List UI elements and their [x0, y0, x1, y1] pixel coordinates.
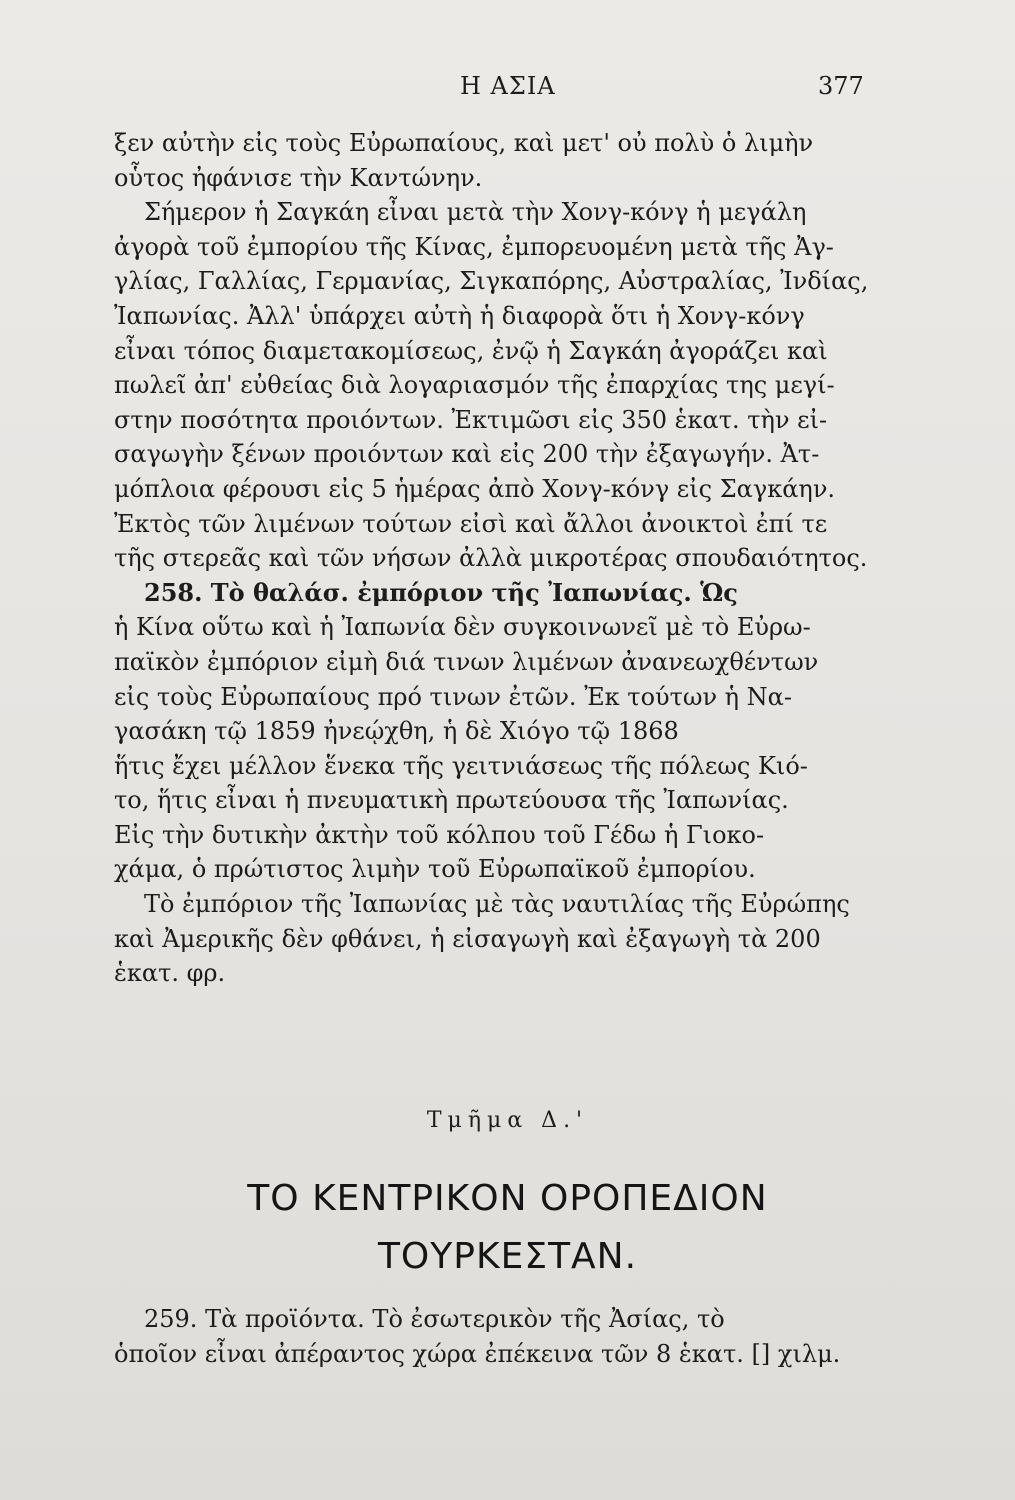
text-line: σαγωγὴν ξένων προιόντων καὶ εἰς 200 τὴν ἐξαγωγήν. Ἀτ-: [114, 440, 820, 469]
text-line: ἑκατ. φρ.: [114, 959, 226, 988]
section-258-heading-line: 258. Τὸ θαλάσ. ἐμπόριον τῆς Ἰαπωνίας. Ὡς: [144, 577, 738, 607]
text-line: ἡ Κίνα οὕτω καὶ ἡ Ἰαπωνία δὲν συγκοινωνεῖ μὲ τὸ Εὐρω-: [114, 613, 811, 642]
text-line: χάμα, ὁ πρώτιστος λιμὴν τοῦ Εὐρωπαϊκοῦ ἐμπορίου.: [114, 855, 756, 884]
section-title-line: ΤΟΥΡΚΕΣΤΑΝ.: [377, 1236, 638, 1277]
section-title: [0, 1170, 1015, 1286]
text-line: ἥτις ἔχει μέλλον ἕνεκα τῆς γειτνιάσεως τῆς πόλεως Κιό-: [114, 751, 808, 780]
text-line: ὁποῖον εἶναι ἀπέραντος χώρα ἐπέκεινα τῶν 8 ἑκατ. [] χιλμ.: [114, 1339, 841, 1368]
text-line: ἀγορὰ τοῦ ἐμπορίου τῆς Κίνας, ἐμπορευομένη μετὰ τῆς Ἀγ-: [114, 232, 834, 261]
text-line: Ἐκτὸς τῶν λιμένων τούτων εἰσὶ καὶ ἄλλοι ἀνοικτοὶ ἐπί τε: [114, 509, 828, 538]
page-number: 377: [818, 72, 864, 100]
text-line: Σήμερον ἡ Σαγκάη εἶναι μετὰ τὴν Χονγ-κόνγ ἡ μεγάλη: [144, 198, 807, 227]
text-line: το, ἥτις εἶναι ἡ πνευματικὴ πρωτεύουσα τῆς Ἰαπωνίας.: [114, 786, 789, 815]
text-line: Εἰς τὴν δυτικὴν ἀκτὴν τοῦ κόλπου τοῦ Γέδω ἡ Γιοκο-: [114, 820, 765, 849]
text-line: μόπλοια φέρουσι εἰς 5 ἡμέρας ἀπὸ Χονγ-κόνγ εἰς Σαγκάην.: [114, 474, 836, 503]
section-label: Τμῆμα Δ.': [426, 1108, 589, 1133]
section-title-line: ΤΟ ΚΕΝΤΡΙΚΟΝ ΟΡΟΠΕΔΙΟΝ: [247, 1178, 768, 1219]
section-259-heading-line: 259. Τὰ προϊόντα. Τὸ ἐσωτερικὸν τῆς Ἀσίας, τὸ: [144, 1305, 725, 1333]
text-line: τῆς στερεᾶς καὶ τῶν νήσων ἀλλὰ μικροτέρας σπουδαιότητος.: [114, 544, 868, 573]
body-text-continued: [114, 1302, 896, 1371]
text-line: στην ποσότητα προιόντων. Ἐκτιμῶσι εἰς 350 ἑκατ. τὴν εἰ-: [114, 405, 828, 434]
page-header: [0, 72, 1015, 108]
text-line: πωλεῖ ἀπ' εὐθείας διὰ λογαριασμόν τῆς ἐπαρχίας της μεγί-: [114, 371, 835, 400]
text-line: οὗτος ἠφάνισε τὴν Καντώνην.: [114, 163, 483, 192]
text-line: Ἰαπωνίας. Ἀλλ' ὑπάρχει αὐτὴ ἡ διαφορὰ ὅτι ἡ Χονγ-κόνγ: [114, 301, 805, 330]
text-line: Τὸ ἐμπόριον τῆς Ἰαπωνίας μὲ τὰς ναυτιλίας τῆς Εὐρώπης: [144, 890, 850, 919]
text-line: γλίας, Γαλλίας, Γερμανίας, Σιγκαπόρης, Αὐστραλίας, Ἰνδίας,: [114, 267, 869, 296]
running-head: Η ΑΣΙΑ: [460, 72, 556, 100]
text-line: εἶναι τόπος διαμετακομίσεως, ἐνῷ ἡ Σαγκάη ἀγοράζει καὶ: [114, 336, 828, 365]
text-line: εἰς τοὺς Εὐρωπαίους πρό τινων ἐτῶν. Ἐκ τούτων ἡ Να-: [114, 682, 792, 711]
text-line: γασάκη τῷ 1859 ἠνεῴχθη, ἡ δὲ Χιόγο τῷ 1868: [114, 717, 679, 746]
text-line: ξεν αὐτὴν εἰς τοὺς Εὐρωπαίους, καὶ μετ' οὐ πολὺ ὁ λιμὴν: [114, 129, 814, 157]
text-line: καὶ Ἀμερικῆς δὲν φθάνει, ἡ εἰσαγωγὴ καὶ ἐξαγωγὴ τὰ 200: [114, 924, 821, 953]
body-text: [114, 126, 896, 991]
text-line: παϊκὸν ἐμπόριον εἰμὴ διά τινων λιμένων ἀνανεωχθέντων: [114, 647, 819, 676]
